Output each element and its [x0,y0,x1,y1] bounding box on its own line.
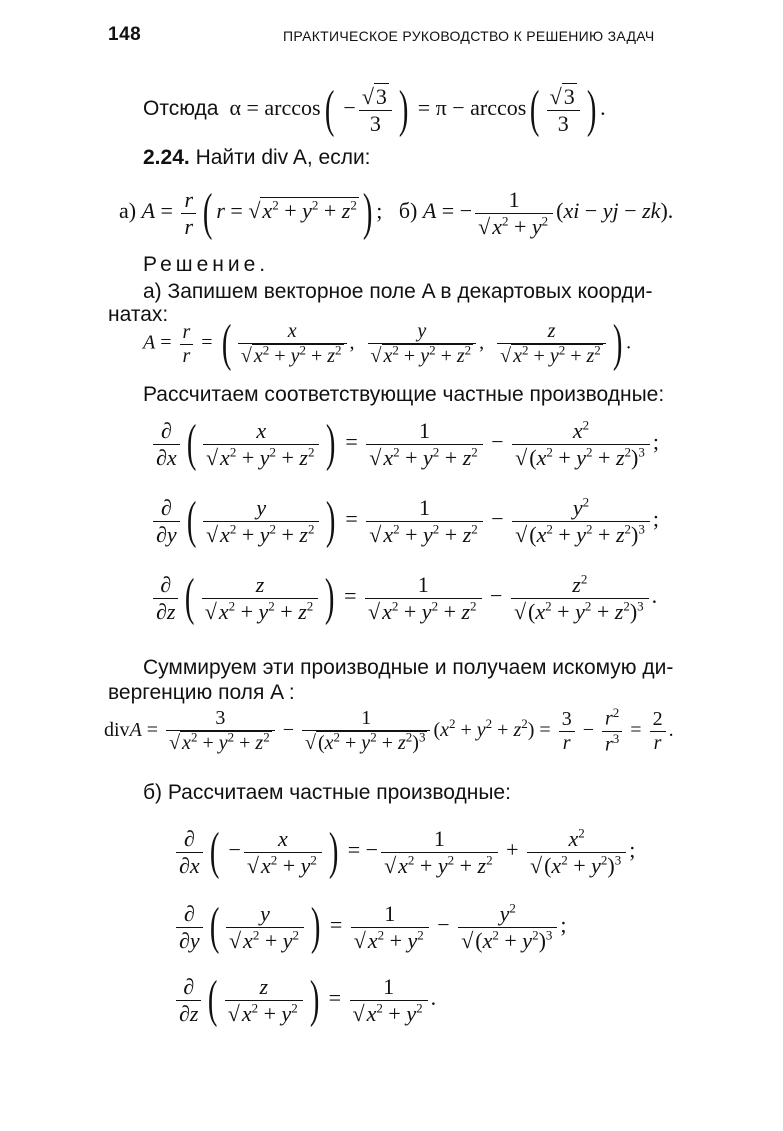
formula-partial-x: $\frac{\partial}{\partial x}$ ( x √ $x^2 + y^2 + z^2$ ) = 1 √ $x^2 + y^2 + z^2$ − $x^2$ √ $(x^2 + y^2 + z^2)^3$ ; [150,418,659,470]
part-a-label: а) [119,198,137,224]
problem-text: Найти div A, если: [195,146,371,169]
formula-b-partial-x: $\frac{\partial}{\partial x}$ ( − x √ $x^2 + y^2$ ) = − 1 √ $x^2 + y^2 + z^2$ + $x^2$ √ $(x^2 + y^2)^3$ ; [173,826,635,878]
paragraph-sum-line2: вергенцию поля A : [108,681,295,704]
formula-vector-field: A = $\frac{r}{r}$ = ( x √ $x^2 + y^2 + z^2$ , y √ $x^2 + y^2 + z^2$ , z √ $x^2 + y^2 + z^2$ ) . [143,318,631,370]
formula-divergence: divA = 3 √ $x^2 + y^2 + z^2$ − 1 √ $(x^2 + y^2 + z^2)^3$ $(x^2 + y^2 + z^2)$ = $\frac{3}{r}$ − $\frac{r^2}{r^3}$ = $\frac{2}{r}$ . [104,706,674,756]
paragraph-a-line1: а) Запишем векторное поле A в декартовых коорди- [143,280,653,303]
paragraph-b: б) Рассчитаем частные производные: [143,781,511,804]
paragraph-partials: Рассчитаем соответствующие частные производные: [143,383,665,406]
paragraph-sum-line1: Суммируем эти производные и получаем искомую ди- [143,656,674,679]
otsyuda-word: Отсюда [143,97,219,121]
part-b-label: б) [398,198,418,224]
formula-partial-y: $\frac{\partial}{\partial y}$ ( y √ $x^2 + y^2 + z^2$ ) = 1 √ $x^2 + y^2 + z^2$ − $y^2$ √ $(x^2 + y^2 + z^2)^3$ ; [150,495,659,547]
problem-statement [143,146,371,170]
solution-heading: Решение. [143,253,270,276]
formula-b-partial-y: $\frac{\partial}{\partial y}$ ( y √ $x^2 + y^2$ ) = 1 √ $x^2 + y^2$ − $y^2$ √ $(x^2 + y^2)^3$ ; [173,901,567,953]
formula-alpha: Отсюда α = arccos( − √ $\frac{3}{3}$ ) = π − arccos( √ $\frac{3}{3}$ ) . [143,84,606,136]
formula-definitions: а) A = $\frac{r}{r}$ ( r = √ $x^2 + y^2 + z^2$ ) ; б) A = − 1 √ $x^2 + y^2$ (xi − yj − zk). [119,187,673,239]
page-number: 148 [108,24,142,45]
paragraph-a-line2: натах: [108,303,169,326]
formula-b-partial-z: $\frac{\partial}{\partial z}$ ( z √ $x^2 + y^2$ ) = 1 √ $x^2 + y^2$ . [173,974,436,1026]
problem-label: 2.24. [143,146,190,169]
formula-partial-z: $\frac{\partial}{\partial z}$ ( z √ $x^2 + y^2 + z^2$ ) = 1 √ $x^2 + y^2 + z^2$ − $z^2$ √ $(x^2 + y^2 + z^2)^3$ . [150,572,657,624]
running-title: ПРАКТИЧЕСКОЕ РУКОВОДСТВО К РЕШЕНИЮ ЗАДАЧ [283,28,655,44]
